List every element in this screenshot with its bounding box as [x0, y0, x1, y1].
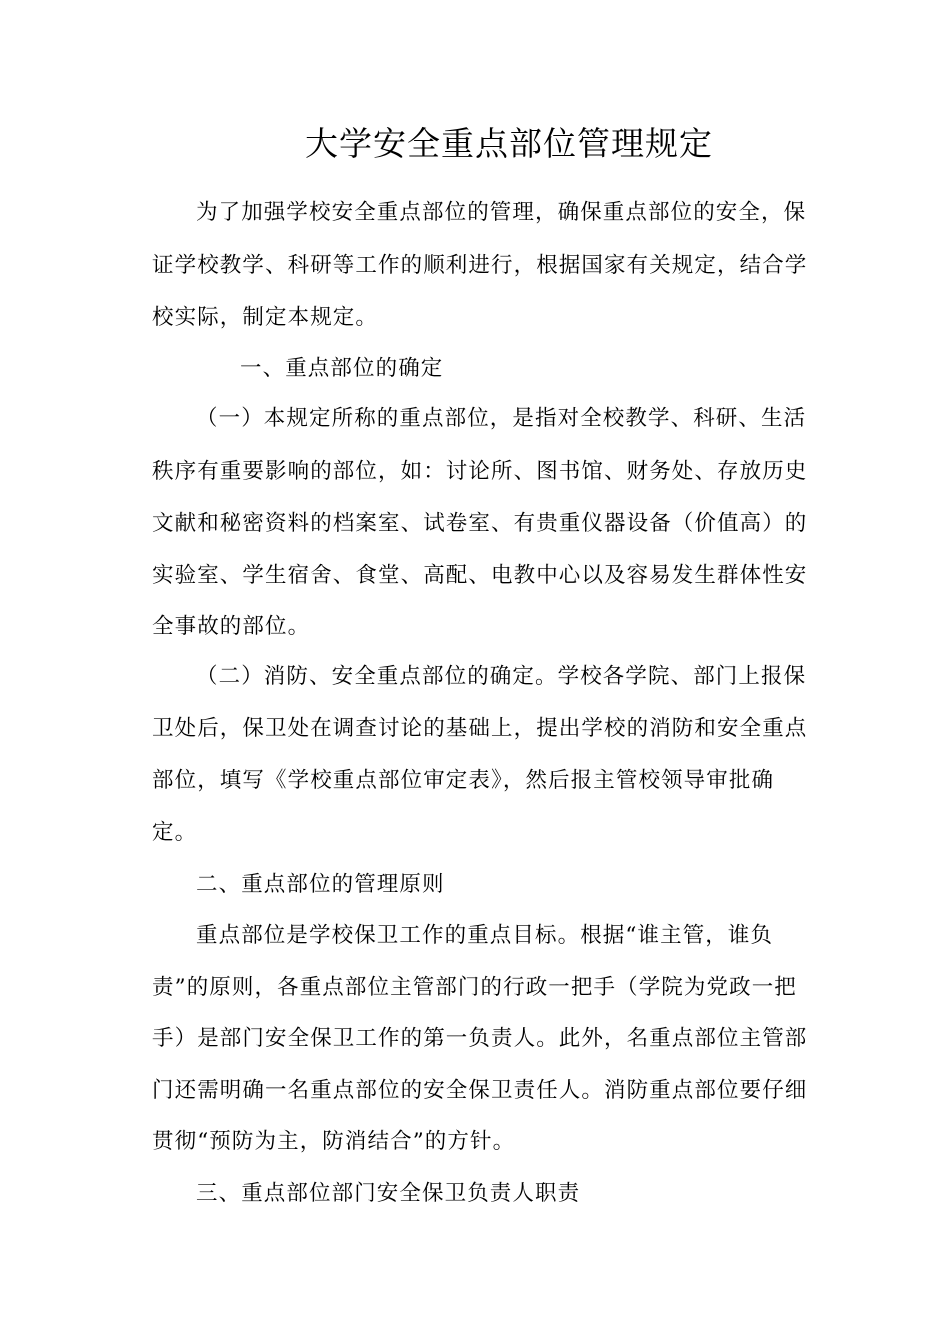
paragraph-line: 文献和秘密资料的档案室、试卷室、有贵重仪器设备（价值高）的 [152, 511, 808, 536]
paragraph-line: 校实际，制定本规定。 [152, 305, 379, 330]
paragraph-line: 卫处后，保卫处在调查讨论的基础上，提出学校的消防和安全重点 [152, 716, 808, 741]
paragraph-line: 证学校教学、科研等工作的顺利进行，根据国家有关规定，结合学 [152, 253, 808, 278]
paragraph-line: 门还需明确一名重点部位的安全保卫责任人。消防重点部位要仔细 [152, 1078, 808, 1103]
paragraph-line: 贯彻“预防为主，防消结合”的方针。 [152, 1129, 516, 1154]
paragraph-line: 定。 [152, 820, 198, 845]
paragraph-line: 为了加强学校安全重点部位的管理，确保重点部位的安全，保 [196, 200, 807, 225]
section-heading: 三、重点部位部门安全保卫负责人职责 [196, 1181, 581, 1206]
paragraph-line: 责”的原则，各重点部位主管部门的行政一把手（学院为党政一把 [152, 975, 797, 1000]
paragraph-line: 手）是部门安全保卫工作的第一负责人。此外，名重点部位主管部 [152, 1026, 808, 1051]
paragraph-line: （二）消防、安全重点部位的确定。学校各学院、部门上报保 [196, 664, 807, 689]
paragraph-line: 全事故的部位。 [152, 614, 311, 639]
section-heading: 一、重点部位的确定 [240, 356, 444, 381]
paragraph-line: 重点部位是学校保卫工作的重点目标。根据“谁主管，谁负 [196, 923, 774, 948]
section-heading: 二、重点部位的管理原则 [196, 872, 445, 897]
paragraph-line: （一）本规定所称的重点部位，是指对全校教学、科研、生活 [196, 406, 807, 431]
paragraph-line: 秩序有重要影响的部位，如：讨论所、图书馆、财务处、存放历史 [152, 459, 808, 484]
paragraph-line: 实验室、学生宿舍、食堂、高配、电教中心以及容易发生群体性安 [152, 563, 808, 588]
document-title: 大学安全重点部位管理规定 [305, 124, 713, 163]
paragraph-line: 部位，填写《学校重点部位审定表》，然后报主管校领导审批确 [152, 768, 775, 793]
